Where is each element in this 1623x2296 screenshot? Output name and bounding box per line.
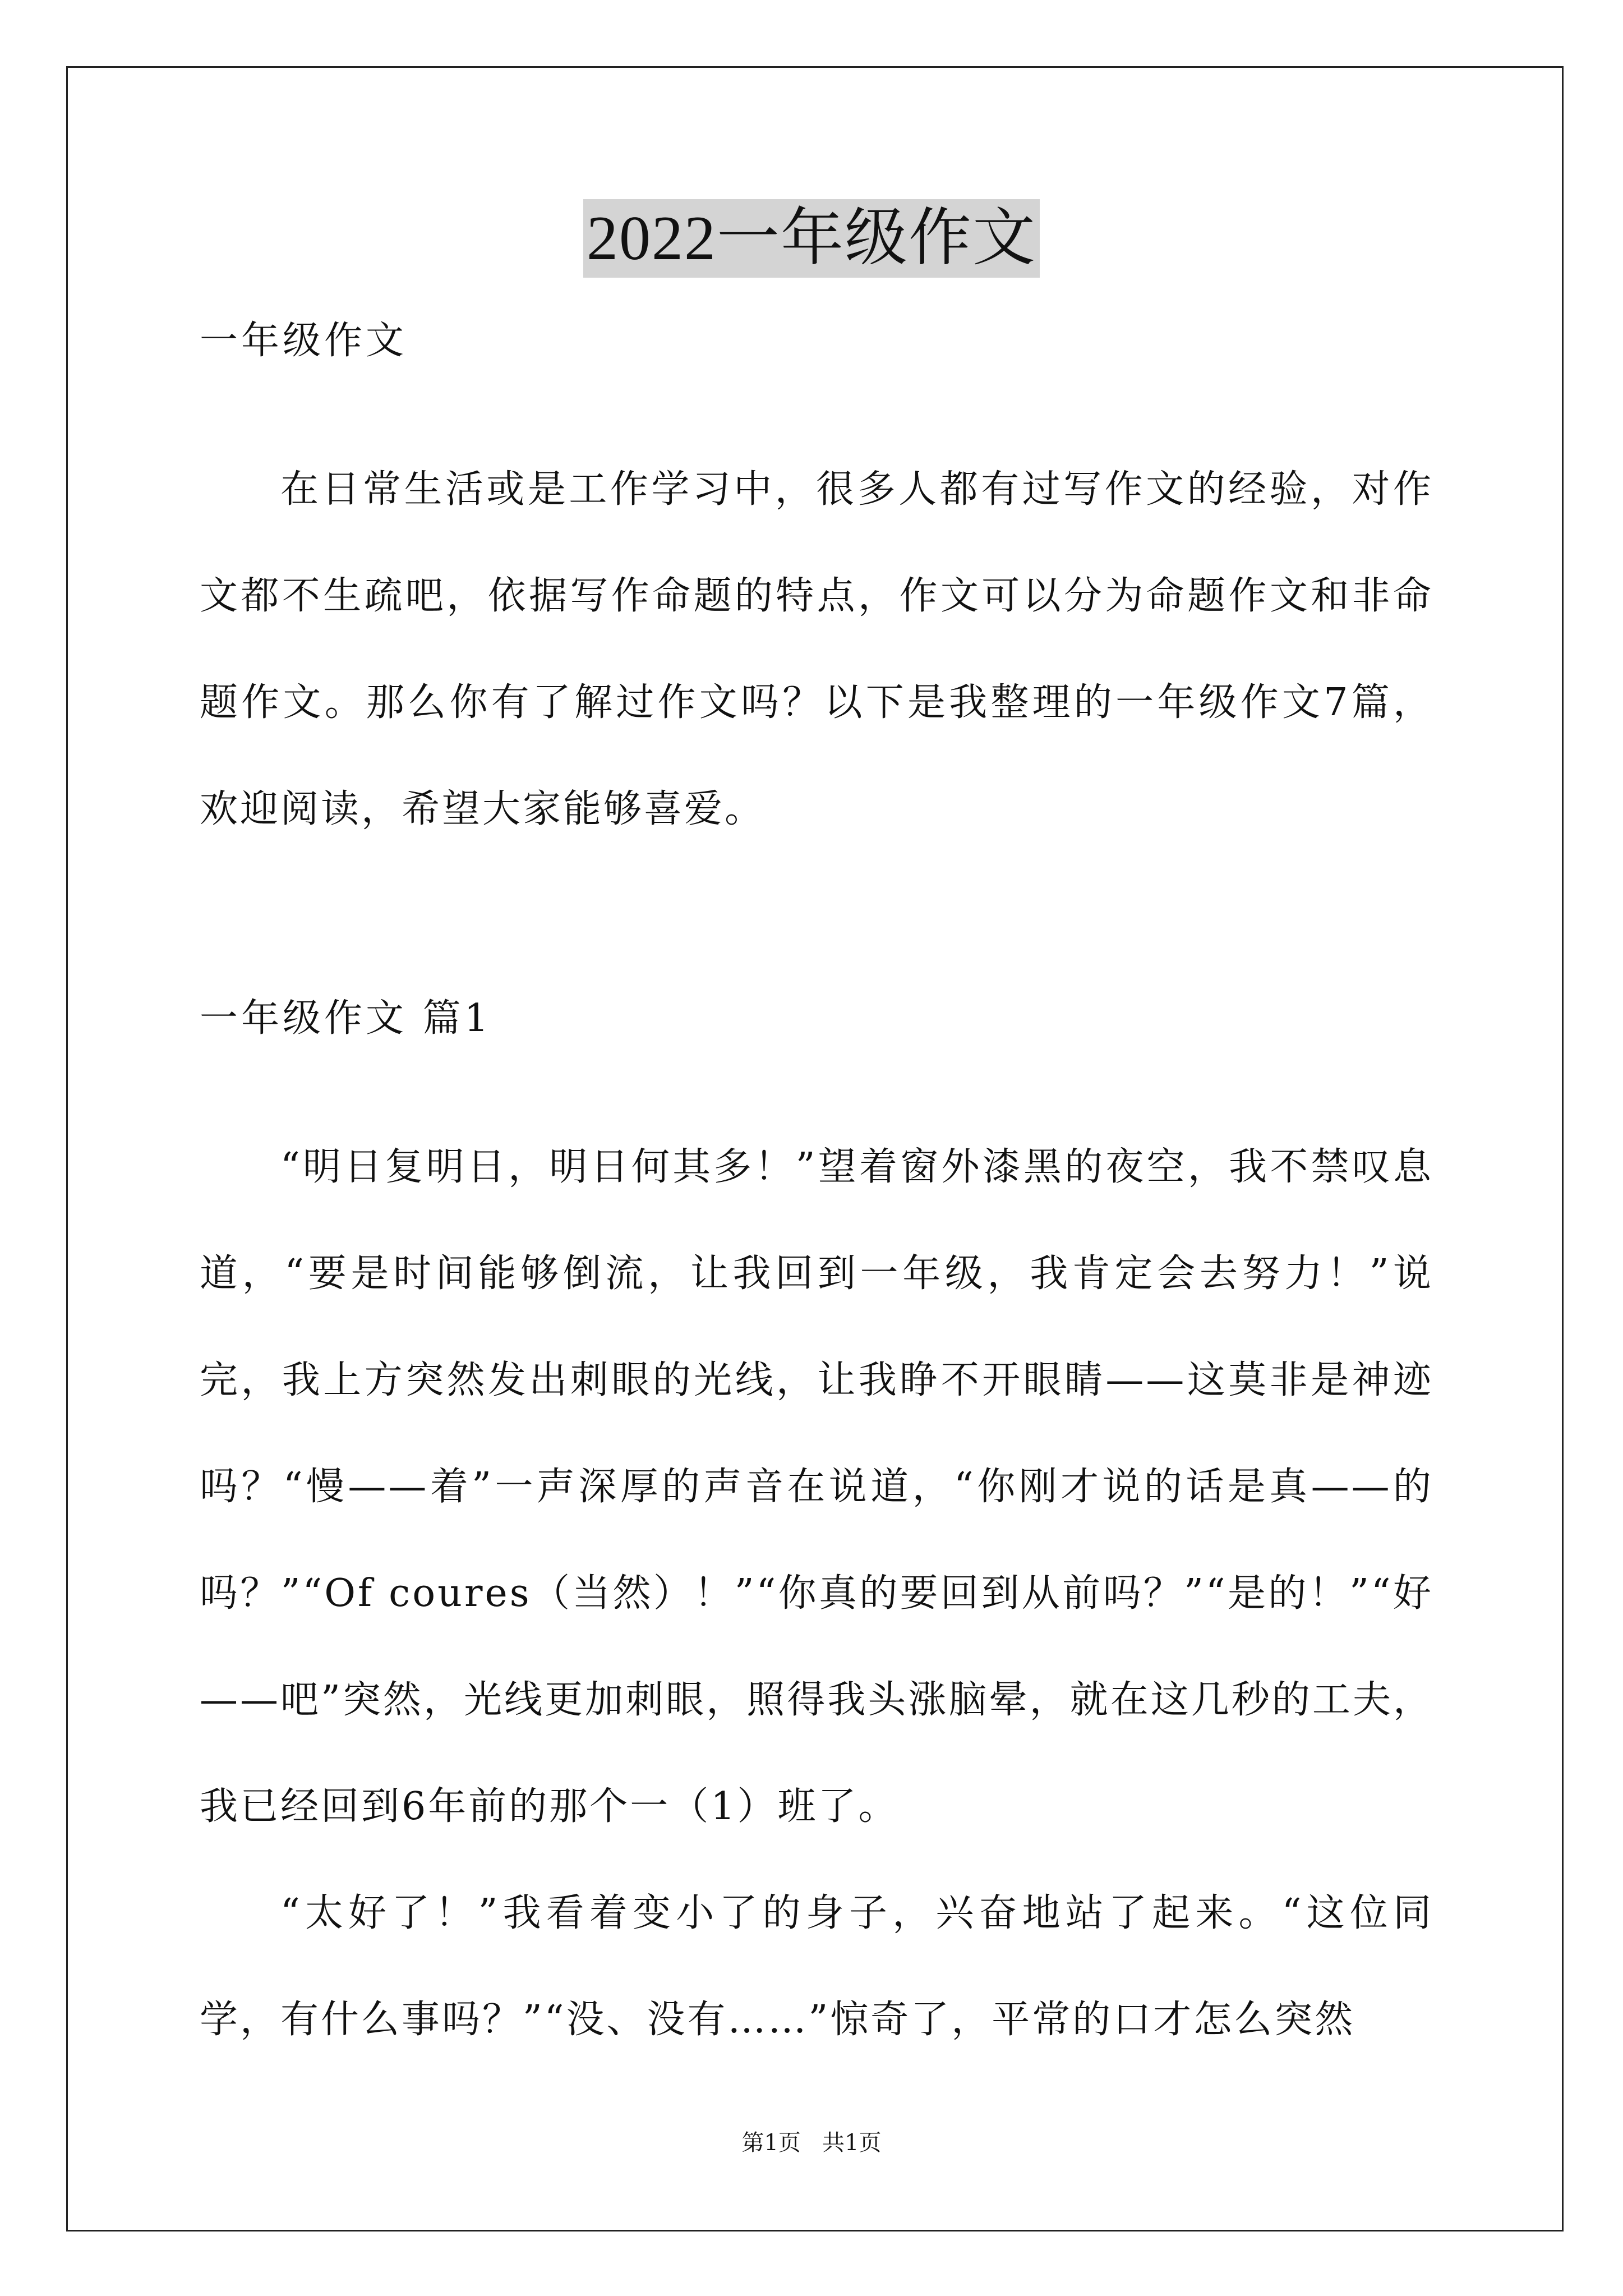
- section1-paragraph: “太好了！”我看着变小了的身子，兴奋地站了起来。“这位同学，有什么事吗？”“没、没有……”惊奇了，平常的口才怎么突然: [200, 1891, 1433, 2042]
- section-heading-1: 一年级作文 篇1: [200, 996, 492, 1041]
- spacer: [200, 1052, 1433, 1114]
- section1-paragraph: “明日复明日，明日何其多！”望着窗外漆黑的夜空，我不禁叹息道，“要是时间能够倒流，让我回到一年级，我肯定会去努力！”说完，我上方突然发出刺眼的光线，让我睁不开眼睛——这莫非是神迹吗？“慢——着”一声深厚的声音在说道，“你刚才说的话是真——的吗？”“Of coures（当然）！”“你真的要回到从前吗？”“是的！”“好——吧”突然，光线更加刺眼，照得我头涨脑晕，就在这几秒的工夫，我已经回到6年前的那个一（1）班了。: [200, 1145, 1433, 1829]
- spacer: [200, 863, 1433, 985]
- intro-heading: 一年级作文: [200, 319, 408, 363]
- spacer: [200, 375, 1433, 436]
- document-title: 2022一年级作文: [583, 199, 1040, 278]
- title-wrap: [0, 199, 1623, 278]
- page-footer: 第1页 共1页: [741, 2130, 882, 2156]
- intro-paragraph: 在日常生活或是工作学习中，很多人都有过写作文的经验，对作文都不生疏吧，依据写作命题的特点，作文可以分为命题作文和非命题作文。那么你有了解过作文吗？以下是我整理的一年级作文7篇，欢迎阅读，希望大家能够喜爱。: [200, 467, 1433, 831]
- document-body: [200, 307, 1433, 2073]
